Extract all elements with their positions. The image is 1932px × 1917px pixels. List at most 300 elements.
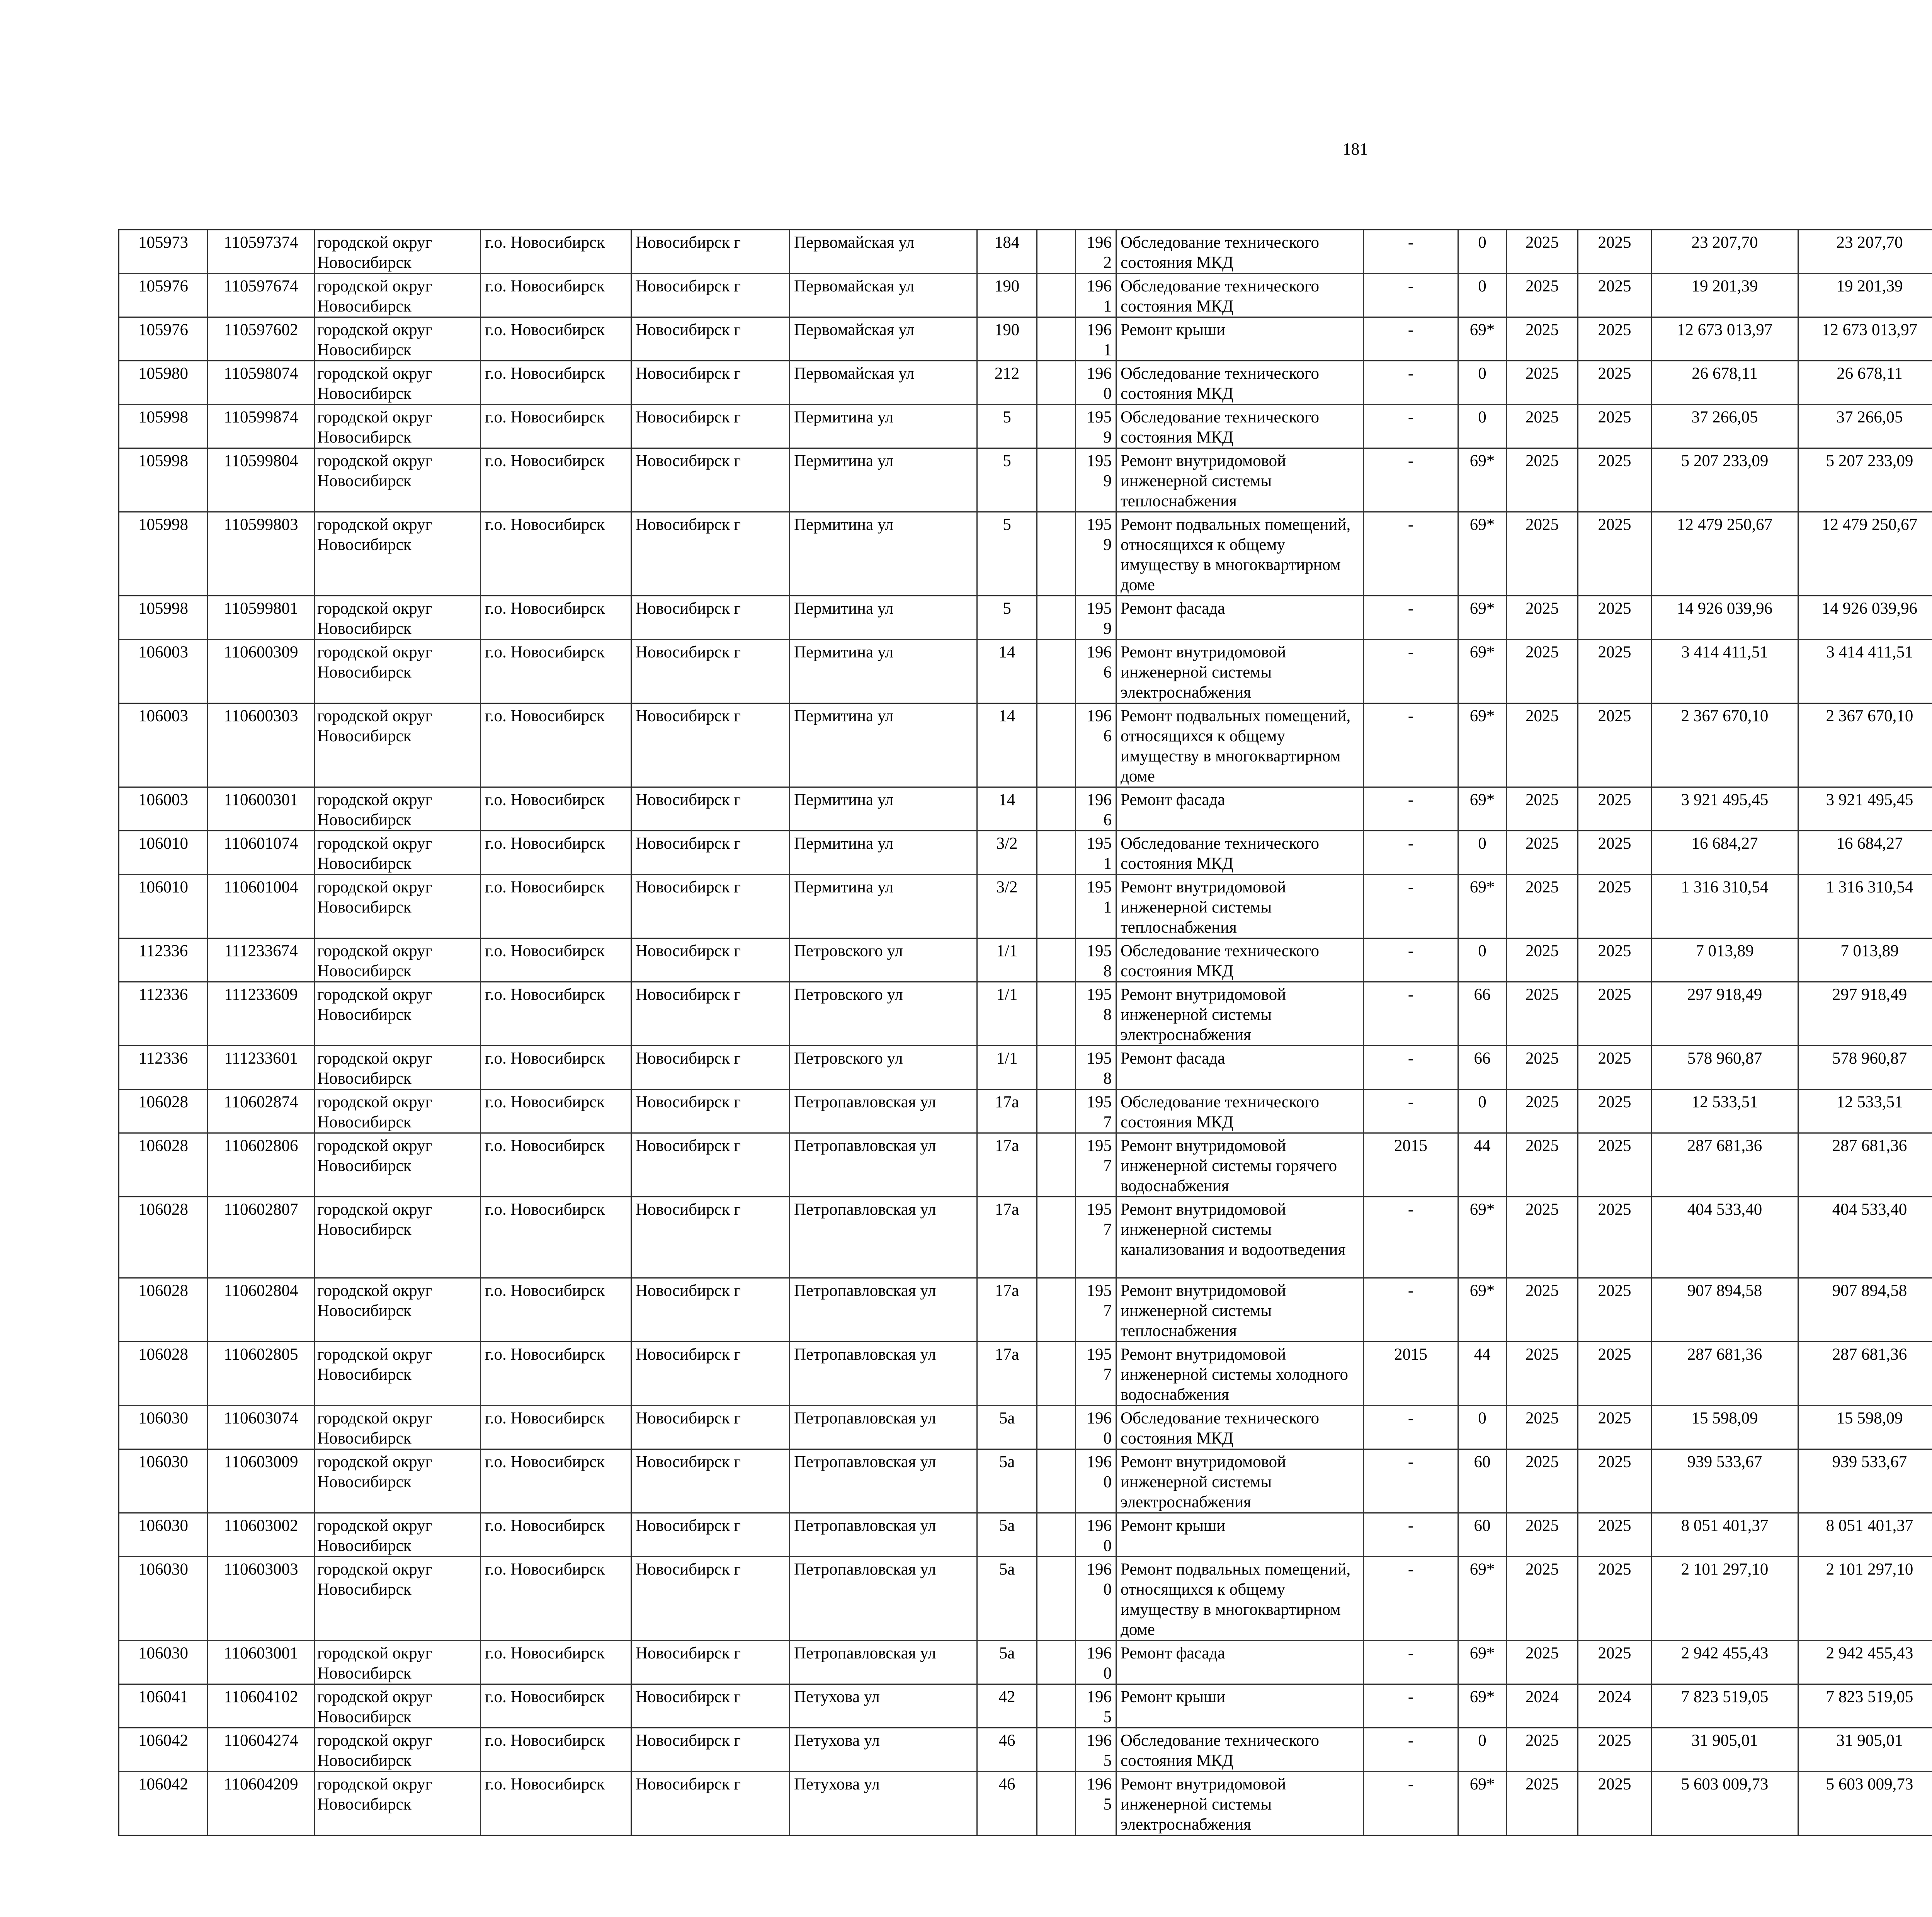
cell-year-to: 2025 xyxy=(1578,1641,1651,1684)
cell-city: Новосибирск г xyxy=(631,938,790,982)
cell-year-to: 2025 xyxy=(1578,1133,1651,1197)
cell-house: 1/1 xyxy=(977,982,1037,1046)
cell-id: 112336 xyxy=(119,982,208,1046)
cell-id: 106030 xyxy=(119,1406,208,1449)
cell-year: 1965 xyxy=(1076,1772,1116,1835)
cell-work: Обследование технического состояния МКД xyxy=(1116,1728,1364,1772)
cell-city: Новосибирск г xyxy=(631,831,790,875)
table-row xyxy=(119,405,1932,448)
cell-work: Ремонт фасада xyxy=(1116,596,1364,640)
cell-year: 1965 xyxy=(1076,1684,1116,1728)
cell-year-from: 2025 xyxy=(1507,1449,1578,1513)
cell-year-from: 2025 xyxy=(1507,361,1578,405)
cell-cost-total: 31 905,01 xyxy=(1651,1728,1798,1772)
cell-year-from: 2025 xyxy=(1507,1772,1578,1835)
cell-cost-fund: 578 960,87 xyxy=(1798,1046,1932,1090)
cell-year-to: 2025 xyxy=(1578,703,1651,787)
table-row xyxy=(119,1728,1932,1772)
cell-cost-fund: 287 681,36 xyxy=(1798,1342,1932,1406)
cell-work: Ремонт фасада xyxy=(1116,1046,1364,1090)
cell-extra xyxy=(1037,703,1076,787)
cell-id: 105980 xyxy=(119,361,208,405)
cell-year: 1960 xyxy=(1076,361,1116,405)
table-row xyxy=(119,1046,1932,1090)
cell-work: Ремонт внутридомовой инженерной системы горячего водоснабжения xyxy=(1116,1133,1364,1197)
cell-city: Новосибирск г xyxy=(631,405,790,448)
cell-district: г.о. Новосибирск xyxy=(481,1046,631,1090)
cell-municipality: городской округ Новосибирск xyxy=(315,875,481,938)
cell-code: 110604209 xyxy=(208,1772,315,1835)
table-row xyxy=(119,787,1932,831)
cell-street: Петровского ул xyxy=(790,982,977,1046)
cell-extra xyxy=(1037,938,1076,982)
cell-city: Новосибирск г xyxy=(631,1684,790,1728)
cell-municipality: городской округ Новосибирск xyxy=(315,1090,481,1133)
cell-cost-total: 939 533,67 xyxy=(1651,1449,1798,1513)
cell-cost-fund: 15 598,09 xyxy=(1798,1406,1932,1449)
cell-cost-fund: 297 918,49 xyxy=(1798,982,1932,1046)
cell-id: 112336 xyxy=(119,938,208,982)
cell-code: 110599803 xyxy=(208,512,315,596)
cell-work: Ремонт крыши xyxy=(1116,1513,1364,1557)
cell-year: 1959 xyxy=(1076,405,1116,448)
cell-work: Ремонт внутридомовой инженерной системы теплоснабжения xyxy=(1116,875,1364,938)
cell-district: г.о. Новосибирск xyxy=(481,1772,631,1835)
cell-city: Новосибирск г xyxy=(631,230,790,274)
cell-wear: 0 xyxy=(1458,274,1507,317)
cell-house: 5 xyxy=(977,448,1037,512)
cell-house: 14 xyxy=(977,703,1037,787)
cell-year-from: 2025 xyxy=(1507,405,1578,448)
cell-extra xyxy=(1037,875,1076,938)
cell-prev-year: - xyxy=(1364,1449,1458,1513)
cell-street: Петухова ул xyxy=(790,1684,977,1728)
table-row xyxy=(119,230,1932,274)
cell-extra xyxy=(1037,405,1076,448)
cell-house: 5а xyxy=(977,1557,1037,1641)
cell-extra xyxy=(1037,596,1076,640)
cell-house: 17а xyxy=(977,1197,1037,1278)
cell-street: Первомайская ул xyxy=(790,361,977,405)
cell-extra xyxy=(1037,1406,1076,1449)
cell-municipality: городской округ Новосибирск xyxy=(315,787,481,831)
cell-prev-year: - xyxy=(1364,1046,1458,1090)
cell-street: Пермитина ул xyxy=(790,512,977,596)
cell-cost-fund: 404 533,40 xyxy=(1798,1197,1932,1278)
cell-prev-year: - xyxy=(1364,1278,1458,1342)
cell-city: Новосибирск г xyxy=(631,1557,790,1641)
cell-year: 1951 xyxy=(1076,875,1116,938)
cell-year-to: 2024 xyxy=(1578,1684,1651,1728)
cell-house: 5 xyxy=(977,405,1037,448)
cell-wear: 60 xyxy=(1458,1513,1507,1557)
table-row xyxy=(119,1641,1932,1684)
cell-code: 110599801 xyxy=(208,596,315,640)
cell-year-to: 2025 xyxy=(1578,405,1651,448)
cell-prev-year: - xyxy=(1364,361,1458,405)
cell-district: г.о. Новосибирск xyxy=(481,1342,631,1406)
cell-city: Новосибирск г xyxy=(631,1197,790,1278)
cell-city: Новосибирск г xyxy=(631,640,790,703)
table-row xyxy=(119,1406,1932,1449)
cell-municipality: городской округ Новосибирск xyxy=(315,512,481,596)
cell-extra xyxy=(1037,1684,1076,1728)
cell-year-from: 2025 xyxy=(1507,703,1578,787)
cell-wear: 0 xyxy=(1458,1090,1507,1133)
cell-cost-total: 15 598,09 xyxy=(1651,1406,1798,1449)
cell-city: Новосибирск г xyxy=(631,317,790,361)
cell-year-to: 2025 xyxy=(1578,982,1651,1046)
cell-year-to: 2025 xyxy=(1578,1197,1651,1278)
cell-year-from: 2025 xyxy=(1507,787,1578,831)
cell-cost-fund: 16 684,27 xyxy=(1798,831,1932,875)
cell-work: Ремонт внутридомовой инженерной системы электроснабжения xyxy=(1116,640,1364,703)
cell-id: 106030 xyxy=(119,1557,208,1641)
cell-wear: 0 xyxy=(1458,938,1507,982)
cell-municipality: городской округ Новосибирск xyxy=(315,831,481,875)
cell-year-from: 2025 xyxy=(1507,982,1578,1046)
cell-municipality: городской округ Новосибирск xyxy=(315,640,481,703)
cell-prev-year: - xyxy=(1364,405,1458,448)
cell-city: Новосибирск г xyxy=(631,1406,790,1449)
cell-wear: 66 xyxy=(1458,1046,1507,1090)
cell-house: 5а xyxy=(977,1513,1037,1557)
cell-house: 5 xyxy=(977,596,1037,640)
cell-wear: 69* xyxy=(1458,1641,1507,1684)
cell-id: 106003 xyxy=(119,787,208,831)
cell-work: Ремонт внутридомовой инженерной системы электроснабжения xyxy=(1116,1772,1364,1835)
cell-year-to: 2025 xyxy=(1578,1090,1651,1133)
cell-cost-fund: 2 942 455,43 xyxy=(1798,1641,1932,1684)
cell-house: 14 xyxy=(977,787,1037,831)
cell-extra xyxy=(1037,1772,1076,1835)
cell-cost-total: 287 681,36 xyxy=(1651,1342,1798,1406)
cell-year-to: 2025 xyxy=(1578,875,1651,938)
cell-extra xyxy=(1037,1513,1076,1557)
cell-street: Петропавловская ул xyxy=(790,1513,977,1557)
cell-municipality: городской округ Новосибирск xyxy=(315,1342,481,1406)
cell-prev-year: - xyxy=(1364,230,1458,274)
cell-year-to: 2025 xyxy=(1578,831,1651,875)
table-row xyxy=(119,1090,1932,1133)
cell-house: 42 xyxy=(977,1684,1037,1728)
cell-city: Новосибирск г xyxy=(631,1513,790,1557)
cell-year-to: 2025 xyxy=(1578,1513,1651,1557)
cell-work: Обследование технического состояния МКД xyxy=(1116,230,1364,274)
cell-prev-year: - xyxy=(1364,938,1458,982)
cell-cost-fund: 1 316 310,54 xyxy=(1798,875,1932,938)
cell-wear: 0 xyxy=(1458,1728,1507,1772)
cell-wear: 69* xyxy=(1458,1197,1507,1278)
cell-district: г.о. Новосибирск xyxy=(481,1133,631,1197)
cell-year-to: 2025 xyxy=(1578,448,1651,512)
cell-year-from: 2025 xyxy=(1507,640,1578,703)
cell-extra xyxy=(1037,1342,1076,1406)
cell-city: Новосибирск г xyxy=(631,1342,790,1406)
cell-code: 110597602 xyxy=(208,317,315,361)
cell-code: 110604274 xyxy=(208,1728,315,1772)
cell-id: 106010 xyxy=(119,831,208,875)
cell-code: 110602805 xyxy=(208,1342,315,1406)
cell-cost-fund: 12 533,51 xyxy=(1798,1090,1932,1133)
cell-year: 1957 xyxy=(1076,1133,1116,1197)
cell-id: 106042 xyxy=(119,1772,208,1835)
cell-cost-fund: 23 207,70 xyxy=(1798,230,1932,274)
capital-repair-table xyxy=(118,229,1932,1836)
cell-city: Новосибирск г xyxy=(631,1449,790,1513)
cell-city: Новосибирск г xyxy=(631,703,790,787)
cell-code: 111233601 xyxy=(208,1046,315,1090)
cell-house: 3/2 xyxy=(977,875,1037,938)
cell-year: 1959 xyxy=(1076,596,1116,640)
cell-prev-year: - xyxy=(1364,1557,1458,1641)
cell-cost-total: 2 367 670,10 xyxy=(1651,703,1798,787)
cell-cost-total: 3 921 495,45 xyxy=(1651,787,1798,831)
cell-extra xyxy=(1037,274,1076,317)
cell-work: Обследование технического состояния МКД xyxy=(1116,274,1364,317)
cell-city: Новосибирск г xyxy=(631,274,790,317)
cell-year: 1959 xyxy=(1076,512,1116,596)
table-row xyxy=(119,361,1932,405)
cell-cost-total: 287 681,36 xyxy=(1651,1133,1798,1197)
cell-district: г.о. Новосибирск xyxy=(481,1684,631,1728)
cell-code: 110602807 xyxy=(208,1197,315,1278)
cell-house: 5а xyxy=(977,1449,1037,1513)
cell-cost-fund: 7 013,89 xyxy=(1798,938,1932,982)
cell-cost-total: 12 533,51 xyxy=(1651,1090,1798,1133)
cell-street: Петухова ул xyxy=(790,1728,977,1772)
cell-cost-fund: 287 681,36 xyxy=(1798,1133,1932,1197)
table-row xyxy=(119,1557,1932,1641)
cell-year-from: 2025 xyxy=(1507,448,1578,512)
cell-municipality: городской округ Новосибирск xyxy=(315,938,481,982)
cell-street: Пермитина ул xyxy=(790,787,977,831)
cell-house: 17а xyxy=(977,1133,1037,1197)
cell-street: Первомайская ул xyxy=(790,274,977,317)
table-row xyxy=(119,1449,1932,1513)
cell-cost-fund: 3 921 495,45 xyxy=(1798,787,1932,831)
cell-year: 1965 xyxy=(1076,1728,1116,1772)
cell-year-from: 2025 xyxy=(1507,1090,1578,1133)
cell-id: 105976 xyxy=(119,317,208,361)
cell-cost-fund: 12 479 250,67 xyxy=(1798,512,1932,596)
cell-year-to: 2025 xyxy=(1578,230,1651,274)
cell-work: Обследование технического состояния МКД xyxy=(1116,405,1364,448)
cell-id: 106028 xyxy=(119,1278,208,1342)
cell-cost-fund: 7 823 519,05 xyxy=(1798,1684,1932,1728)
cell-district: г.о. Новосибирск xyxy=(481,1513,631,1557)
cell-cost-fund: 5 207 233,09 xyxy=(1798,448,1932,512)
cell-municipality: городской округ Новосибирск xyxy=(315,1133,481,1197)
table-row xyxy=(119,1133,1932,1197)
cell-work: Ремонт внутридомовой инженерной системы холодного водоснабжения xyxy=(1116,1342,1364,1406)
cell-municipality: городской округ Новосибирск xyxy=(315,1197,481,1278)
table-row xyxy=(119,512,1932,596)
cell-cost-total: 16 684,27 xyxy=(1651,831,1798,875)
cell-district: г.о. Новосибирск xyxy=(481,512,631,596)
cell-municipality: городской округ Новосибирск xyxy=(315,982,481,1046)
cell-prev-year: - xyxy=(1364,875,1458,938)
cell-extra xyxy=(1037,640,1076,703)
table-row xyxy=(119,1684,1932,1728)
table-row xyxy=(119,1772,1932,1835)
cell-cost-fund: 907 894,58 xyxy=(1798,1278,1932,1342)
cell-year: 1960 xyxy=(1076,1641,1116,1684)
cell-year: 1957 xyxy=(1076,1278,1116,1342)
cell-municipality: городской округ Новосибирск xyxy=(315,1278,481,1342)
table-row xyxy=(119,982,1932,1046)
cell-street: Петропавловская ул xyxy=(790,1278,977,1342)
cell-house: 46 xyxy=(977,1772,1037,1835)
cell-cost-total: 14 926 039,96 xyxy=(1651,596,1798,640)
cell-year-from: 2025 xyxy=(1507,317,1578,361)
cell-wear: 69* xyxy=(1458,875,1507,938)
cell-city: Новосибирск г xyxy=(631,1133,790,1197)
cell-year-to: 2025 xyxy=(1578,274,1651,317)
cell-year-to: 2025 xyxy=(1578,1557,1651,1641)
cell-municipality: городской округ Новосибирск xyxy=(315,230,481,274)
cell-district: г.о. Новосибирск xyxy=(481,703,631,787)
cell-year-from: 2025 xyxy=(1507,1342,1578,1406)
cell-extra xyxy=(1037,1197,1076,1278)
cell-year-from: 2025 xyxy=(1507,1406,1578,1449)
cell-year-to: 2025 xyxy=(1578,938,1651,982)
cell-cost-total: 404 533,40 xyxy=(1651,1197,1798,1278)
cell-year-from: 2025 xyxy=(1507,1133,1578,1197)
cell-work: Ремонт подвальных помещений, относящихся к общему имуществу в многоквартирном доме xyxy=(1116,703,1364,787)
cell-municipality: городской округ Новосибирск xyxy=(315,405,481,448)
cell-code: 110597374 xyxy=(208,230,315,274)
cell-street: Петровского ул xyxy=(790,938,977,982)
cell-cost-total: 7 823 519,05 xyxy=(1651,1684,1798,1728)
cell-street: Пермитина ул xyxy=(790,703,977,787)
cell-year: 1961 xyxy=(1076,274,1116,317)
cell-work: Ремонт подвальных помещений, относящихся к общему имуществу в многоквартирном доме xyxy=(1116,1557,1364,1641)
cell-id: 105976 xyxy=(119,274,208,317)
cell-id: 105973 xyxy=(119,230,208,274)
cell-cost-fund: 12 673 013,97 xyxy=(1798,317,1932,361)
table-row xyxy=(119,317,1932,361)
cell-cost-total: 7 013,89 xyxy=(1651,938,1798,982)
cell-work: Ремонт подвальных помещений, относящихся к общему имуществу в многоквартирном доме xyxy=(1116,512,1364,596)
cell-extra xyxy=(1037,1557,1076,1641)
cell-city: Новосибирск г xyxy=(631,1278,790,1342)
cell-wear: 69* xyxy=(1458,640,1507,703)
cell-municipality: городской округ Новосибирск xyxy=(315,1684,481,1728)
cell-wear: 0 xyxy=(1458,230,1507,274)
cell-cost-fund: 31 905,01 xyxy=(1798,1728,1932,1772)
cell-code: 110602804 xyxy=(208,1278,315,1342)
cell-city: Новосибирск г xyxy=(631,512,790,596)
cell-year-to: 2025 xyxy=(1578,1342,1651,1406)
cell-prev-year: 2015 xyxy=(1364,1342,1458,1406)
cell-wear: 69* xyxy=(1458,512,1507,596)
cell-work: Ремонт внутридомовой инженерной системы теплоснабжения xyxy=(1116,1278,1364,1342)
cell-district: г.о. Новосибирск xyxy=(481,1197,631,1278)
cell-extra xyxy=(1037,317,1076,361)
cell-year-to: 2025 xyxy=(1578,512,1651,596)
cell-prev-year: - xyxy=(1364,448,1458,512)
cell-year-to: 2025 xyxy=(1578,1406,1651,1449)
cell-id: 106003 xyxy=(119,640,208,703)
cell-prev-year: - xyxy=(1364,1641,1458,1684)
cell-year-from: 2025 xyxy=(1507,1557,1578,1641)
cell-code: 110597674 xyxy=(208,274,315,317)
cell-year-from: 2025 xyxy=(1507,1197,1578,1278)
cell-street: Пермитина ул xyxy=(790,875,977,938)
cell-year: 1966 xyxy=(1076,787,1116,831)
cell-work: Ремонт фасада xyxy=(1116,787,1364,831)
cell-municipality: городской округ Новосибирск xyxy=(315,596,481,640)
table-row xyxy=(119,831,1932,875)
cell-house: 1/1 xyxy=(977,938,1037,982)
cell-street: Пермитина ул xyxy=(790,448,977,512)
cell-id: 106028 xyxy=(119,1090,208,1133)
cell-code: 110603002 xyxy=(208,1513,315,1557)
cell-prev-year: - xyxy=(1364,1772,1458,1835)
cell-cost-total: 578 960,87 xyxy=(1651,1046,1798,1090)
table-row xyxy=(119,448,1932,512)
cell-municipality: городской округ Новосибирск xyxy=(315,1641,481,1684)
cell-house: 184 xyxy=(977,230,1037,274)
cell-house: 17а xyxy=(977,1278,1037,1342)
cell-district: г.о. Новосибирск xyxy=(481,274,631,317)
cell-district: г.о. Новосибирск xyxy=(481,317,631,361)
cell-prev-year: - xyxy=(1364,1728,1458,1772)
cell-work: Обследование технического состояния МКД xyxy=(1116,831,1364,875)
cell-year-from: 2025 xyxy=(1507,1046,1578,1090)
cell-cost-fund: 5 603 009,73 xyxy=(1798,1772,1932,1835)
cell-id: 106030 xyxy=(119,1513,208,1557)
cell-year-from: 2025 xyxy=(1507,938,1578,982)
cell-work: Обследование технического состояния МКД xyxy=(1116,1406,1364,1449)
cell-year: 1961 xyxy=(1076,317,1116,361)
cell-extra xyxy=(1037,230,1076,274)
cell-street: Петропавловская ул xyxy=(790,1197,977,1278)
cell-wear: 44 xyxy=(1458,1342,1507,1406)
cell-district: г.о. Новосибирск xyxy=(481,448,631,512)
cell-year-to: 2025 xyxy=(1578,596,1651,640)
cell-id: 112336 xyxy=(119,1046,208,1090)
cell-code: 110603001 xyxy=(208,1641,315,1684)
cell-work: Ремонт крыши xyxy=(1116,317,1364,361)
cell-prev-year: - xyxy=(1364,831,1458,875)
cell-cost-fund: 19 201,39 xyxy=(1798,274,1932,317)
cell-code: 111233609 xyxy=(208,982,315,1046)
cell-cost-total: 8 051 401,37 xyxy=(1651,1513,1798,1557)
cell-city: Новосибирск г xyxy=(631,596,790,640)
cell-prev-year: - xyxy=(1364,274,1458,317)
cell-city: Новосибирск г xyxy=(631,1090,790,1133)
cell-municipality: городской округ Новосибирск xyxy=(315,1449,481,1513)
cell-city: Новосибирск г xyxy=(631,982,790,1046)
cell-cost-total: 26 678,11 xyxy=(1651,361,1798,405)
cell-wear: 69* xyxy=(1458,703,1507,787)
table-row xyxy=(119,938,1932,982)
cell-year-to: 2025 xyxy=(1578,317,1651,361)
table-body xyxy=(119,230,1932,1835)
cell-work: Ремонт внутридомовой инженерной системы электроснабжения xyxy=(1116,982,1364,1046)
cell-year: 1957 xyxy=(1076,1197,1116,1278)
cell-house: 1/1 xyxy=(977,1046,1037,1090)
cell-house: 5а xyxy=(977,1406,1037,1449)
cell-wear: 44 xyxy=(1458,1133,1507,1197)
table-row xyxy=(119,875,1932,938)
cell-district: г.о. Новосибирск xyxy=(481,640,631,703)
cell-district: г.о. Новосибирск xyxy=(481,875,631,938)
cell-year-from: 2025 xyxy=(1507,1641,1578,1684)
cell-year: 1960 xyxy=(1076,1449,1116,1513)
